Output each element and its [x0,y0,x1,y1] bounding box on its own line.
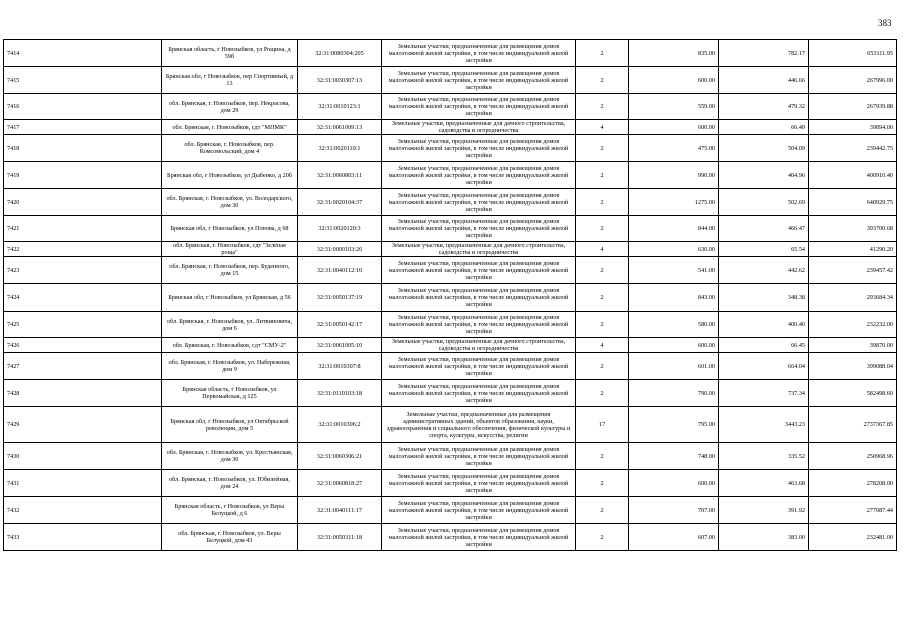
cadastral-value-cell: 267996.00 [809,67,897,94]
group-code-cell: 2 [576,67,629,94]
land-category-cell: Земельные участки, предназначенные для размещения домов малоэтажной жилой застройки, в том числе индивидуальной жилой застройки [382,94,576,120]
area-cell: 600.00 [629,120,719,135]
land-category-cell: Земельные участки, предназначенные для размещения домов малоэтажной жилой застройки, в том числе индивидуальной жилой застройки [382,470,576,497]
cadastral-value-cell: 41290.20 [809,242,897,257]
land-category-cell: Земельные участки, предназначенные для размещения домов малоэтажной жилой застройки, в том числе индивидуальной жилой застройки [382,189,576,216]
specific-value-cell: 65.54 [719,242,809,257]
row-number-cell: 7421 [4,216,162,242]
area-cell: 844.00 [629,216,719,242]
area-cell: 1275.00 [629,189,719,216]
row-number-cell: 7432 [4,497,162,524]
specific-value-cell: 502.69 [719,189,809,216]
address-cell: обл. Брянская, г. Новозыбков, пер. Некрасова, дом 29 [162,94,298,120]
specific-value-cell: 479.32 [719,94,809,120]
address-cell: обл. Брянская, г. Новозыбков, сдт "Зелёная роща" [162,242,298,257]
group-code-cell: 4 [576,120,629,135]
cadastral-number-cell: 32:31:0010306:2 [298,407,382,443]
group-code-cell: 2 [576,312,629,338]
area-cell: 630.00 [629,242,719,257]
table-row [4,94,897,120]
row-number-cell: 7415 [4,67,162,94]
cadastral-value-cell: 239442.75 [809,135,897,162]
table-row [4,40,897,67]
table-row [4,380,897,407]
cadastral-number-cell: 32:31:0050142:17 [298,312,382,338]
cadastral-number-cell: 32:31:0050137:19 [298,284,382,312]
land-category-cell: Земельные участки, предназначенные для размещения домов малоэтажной жилой застройки, в том числе индивидуальной жилой застройки [382,380,576,407]
cadastral-number-cell: 32:31:0010123:1 [298,94,382,120]
address-cell: обл. Брянская, г. Новозыбков, сдт "МПМК" [162,120,298,135]
land-category-cell: Земельные участки, предназначенные для размещения домов малоэтажной жилой застройки, в том числе индивидуальной жилой застройки [382,443,576,470]
area-cell: 601.00 [629,353,719,380]
row-number-cell: 7422 [4,242,162,257]
cadastral-value-cell: 39870.00 [809,338,897,353]
cadastral-value-cell: 293684.34 [809,284,897,312]
table-row [4,443,897,470]
cadastral-number-cell: 32:31:0030307:13 [298,67,382,94]
cadastral-number-cell: 32:31:0050311:18 [298,524,382,551]
area-cell: 600.00 [629,470,719,497]
group-code-cell: 2 [576,162,629,189]
land-category-cell: Земельные участки, предназначенные для размещения домов малоэтажной жилой застройки, в том числе индивидуальной жилой застройки [382,216,576,242]
table-body [4,40,897,551]
address-cell: обл. Брянская, г. Новозыбков, сдт "СМУ-2" [162,338,298,353]
cadastral-value-cell: 393700.68 [809,216,897,242]
cadastral-number-cell: 32:31:0080304:205 [298,40,382,67]
address-cell: Брянская область, г Новозыбков, ул Первомайская, д 125 [162,380,298,407]
row-number-cell: 7426 [4,338,162,353]
cadastral-number-cell: 32:31:0010307:8 [298,353,382,380]
cadastral-number-cell: 32:31:0110103:18 [298,380,382,407]
cadastral-number-cell: 32:31:0040112:10 [298,257,382,284]
table-row [4,67,897,94]
area-cell: 475.00 [629,135,719,162]
row-number-cell: 7427 [4,353,162,380]
address-cell: обл. Брянская, г. Новозыбков, ул. Юбилейная, дом 24 [162,470,298,497]
group-code-cell: 2 [576,135,629,162]
table-row [4,189,897,216]
group-code-cell: 2 [576,524,629,551]
land-category-cell: Земельные участки, предназначенные для размещения домов малоэтажной жилой застройки, в том числе индивидуальной жилой застройки [382,353,576,380]
table-row [4,120,897,135]
row-number-cell: 7418 [4,135,162,162]
land-category-cell: Земельные участки, предназначенные для размещения домов малоэтажной жилой застройки, в том числе индивидуальной жилой застройки [382,497,576,524]
land-category-cell: Земельные участки, предназначенные для размещения домов малоэтажной жилой застройки, в том числе индивидуальной жилой застройки [382,257,576,284]
cadastral-value-cell: 278208.00 [809,470,897,497]
cadastral-number-cell: 32:31:0060818:27 [298,470,382,497]
cadastral-value-cell: 653111.95 [809,40,897,67]
address-cell: Брянская обл, г Новозыбков, ул Дыбенко, д 20б [162,162,298,189]
specific-value-cell: 463.68 [719,470,809,497]
group-code-cell: 2 [576,380,629,407]
row-number-cell: 7419 [4,162,162,189]
cadastral-number-cell: 32:31:0020104:37 [298,189,382,216]
address-cell: обл. Брянская, г. Новозыбков, ул. Володарского, дом 30 [162,189,298,216]
specific-value-cell: 664.04 [719,353,809,380]
specific-value-cell: 391.92 [719,497,809,524]
specific-value-cell: 66.45 [719,338,809,353]
land-category-cell: Земельные участки, предназначенные для размещения домов малоэтажной жилой застройки, в том числе индивидуальной жилой застройки [382,40,576,67]
specific-value-cell: 404.96 [719,162,809,189]
specific-value-cell: 446.66 [719,67,809,94]
area-cell: 748.00 [629,443,719,470]
area-cell: 795.00 [629,407,719,443]
specific-value-cell: 442.62 [719,257,809,284]
table-row [4,162,897,189]
area-cell: 600.00 [629,67,719,94]
address-cell: Брянская область, г Новозыбков, ул Рощина, д 59б [162,40,298,67]
group-code-cell: 2 [576,353,629,380]
group-code-cell: 17 [576,407,629,443]
land-category-cell: Земельные участки, предназначенные для размещения домов малоэтажной жилой застройки, в том числе индивидуальной жилой застройки [382,524,576,551]
table-row [4,257,897,284]
table-row [4,497,897,524]
land-category-cell: Земельные участки, предназначенные для размещения административных зданий, объектов образования, науки, здравоохранения и социального обеспечения, физической культуры и спорта, культуры, искусства, религии [382,407,576,443]
address-cell: Брянская обл, г Новозыбков, пер Спортивный, д 13 [162,67,298,94]
cadastral-value-cell: 239457.42 [809,257,897,284]
cadastral-number-cell: 32:31:0061009:13 [298,120,382,135]
page-number: 383 [878,18,892,28]
cadastral-value-cell: 2737367.85 [809,407,897,443]
area-cell: 843.00 [629,284,719,312]
area-cell: 600.00 [629,338,719,353]
cadastral-number-cell: 32:31:0040111:17 [298,497,382,524]
address-cell: обл. Брянская, г. Новозыбков, ул. Крестьянская, дом 30 [162,443,298,470]
address-cell: Брянская обл, г Новозыбков, ул Попова, д 68 [162,216,298,242]
cadastral-value-cell: 400910.40 [809,162,897,189]
cadastral-value-cell: 267939.88 [809,94,897,120]
table-row [4,524,897,551]
area-cell: 541.00 [629,257,719,284]
address-cell: Брянская обл, г Новозыбков, ул Октябрьской революции, дом 5 [162,407,298,443]
group-code-cell: 2 [576,94,629,120]
row-number-cell: 7414 [4,40,162,67]
area-cell: 580.00 [629,312,719,338]
cadastral-value-cell: 640929.75 [809,189,897,216]
land-category-cell: Земельные участки, предназначенные для размещения домов малоэтажной жилой застройки, в том числе индивидуальной жилой застройки [382,67,576,94]
land-category-cell: Земельные участки, предназначенные для размещения домов малоэтажной жилой застройки, в том числе индивидуальной жилой застройки [382,312,576,338]
specific-value-cell: 66.49 [719,120,809,135]
specific-value-cell: 782.17 [719,40,809,67]
cadastral-number-cell: 32:31:0060306:21 [298,443,382,470]
cadastral-value-cell: 39894.00 [809,120,897,135]
table-row [4,216,897,242]
specific-value-cell: 400.40 [719,312,809,338]
cadastral-value-cell: 582498.60 [809,380,897,407]
row-number-cell: 7431 [4,470,162,497]
row-number-cell: 7424 [4,284,162,312]
area-cell: 835.00 [629,40,719,67]
table-row [4,312,897,338]
specific-value-cell: 737.34 [719,380,809,407]
table-row [4,242,897,257]
table-row [4,284,897,312]
specific-value-cell: 3443.23 [719,407,809,443]
area-cell: 607.00 [629,524,719,551]
cadastral-value-cell: 277087.44 [809,497,897,524]
group-code-cell: 2 [576,257,629,284]
table-row [4,407,897,443]
area-cell: 790.00 [629,380,719,407]
table-row [4,135,897,162]
group-code-cell: 2 [576,284,629,312]
row-number-cell: 7433 [4,524,162,551]
land-category-cell: Земельные участки, предназначенные для размещения домов малоэтажной жилой застройки, в том числе индивидуальной жилой застройки [382,135,576,162]
group-code-cell: 2 [576,497,629,524]
address-cell: Брянская область, г Новозыбков, ул Веры Белуцкой, д 6 [162,497,298,524]
land-category-cell: Земельные участки, предназначенные для размещения домов малоэтажной жилой застройки, в том числе индивидуальной жилой застройки [382,284,576,312]
cadastral-value-table [3,39,897,551]
address-cell: обл. Брянская, г. Новозыбков, ул. Веры Белуцкой, дом 43 [162,524,298,551]
row-number-cell: 7430 [4,443,162,470]
area-cell: 559.00 [629,94,719,120]
cadastral-value-cell: 399088.04 [809,353,897,380]
specific-value-cell: 504.09 [719,135,809,162]
table-row [4,470,897,497]
group-code-cell: 2 [576,443,629,470]
row-number-cell: 7416 [4,94,162,120]
group-code-cell: 2 [576,216,629,242]
specific-value-cell: 383.00 [719,524,809,551]
address-cell: обл. Брянская, г. Новозыбков, ул. Литвиновича, дом 6 [162,312,298,338]
group-code-cell: 2 [576,189,629,216]
group-code-cell: 4 [576,242,629,257]
cadastral-number-cell: 32:31:0060803:11 [298,162,382,189]
land-category-cell: Земельные участки, предназначенные для дачного строительства, садоводства и огородничества [382,120,576,135]
row-number-cell: 7417 [4,120,162,135]
row-number-cell: 7425 [4,312,162,338]
cadastral-value-cell: 232481.00 [809,524,897,551]
group-code-cell: 2 [576,40,629,67]
cadastral-number-cell: 32:31:0020120:3 [298,216,382,242]
specific-value-cell: 466.47 [719,216,809,242]
row-number-cell: 7429 [4,407,162,443]
table-row [4,353,897,380]
row-number-cell: 7423 [4,257,162,284]
area-cell: 707.00 [629,497,719,524]
address-cell: обл. Брянская, г. Новозыбков, пер. Буденного, дом 15 [162,257,298,284]
specific-value-cell: 335.52 [719,443,809,470]
specific-value-cell: 348.38 [719,284,809,312]
cadastral-number-cell: 32:31:0020110:1 [298,135,382,162]
row-number-cell: 7420 [4,189,162,216]
address-cell: обл. Брянская, г. Новозыбков, ул. Набережная, дом 9 [162,353,298,380]
row-number-cell: 7428 [4,380,162,407]
cadastral-number-cell: 32:31:0061005:10 [298,338,382,353]
land-category-cell: Земельные участки, предназначенные для размещения домов малоэтажной жилой застройки, в том числе индивидуальной жилой застройки [382,162,576,189]
land-category-cell: Земельные участки, предназначенные для дачного строительства, садоводства и огородничества [382,338,576,353]
cadastral-value-cell: 250968.96 [809,443,897,470]
land-category-cell: Земельные участки, предназначенные для дачного строительства, садоводства и огородничества [382,242,576,257]
cadastral-value-cell: 232232.00 [809,312,897,338]
area-cell: 990.00 [629,162,719,189]
table-row [4,338,897,353]
group-code-cell: 4 [576,338,629,353]
group-code-cell: 2 [576,470,629,497]
address-cell: обл. Брянская, г. Новозыбков, пер. Комсомольский, дом 4 [162,135,298,162]
address-cell: Брянская обл, г Новозыбков, ул Брянская, д 56 [162,284,298,312]
cadastral-number-cell: 32:31:0000103:26 [298,242,382,257]
